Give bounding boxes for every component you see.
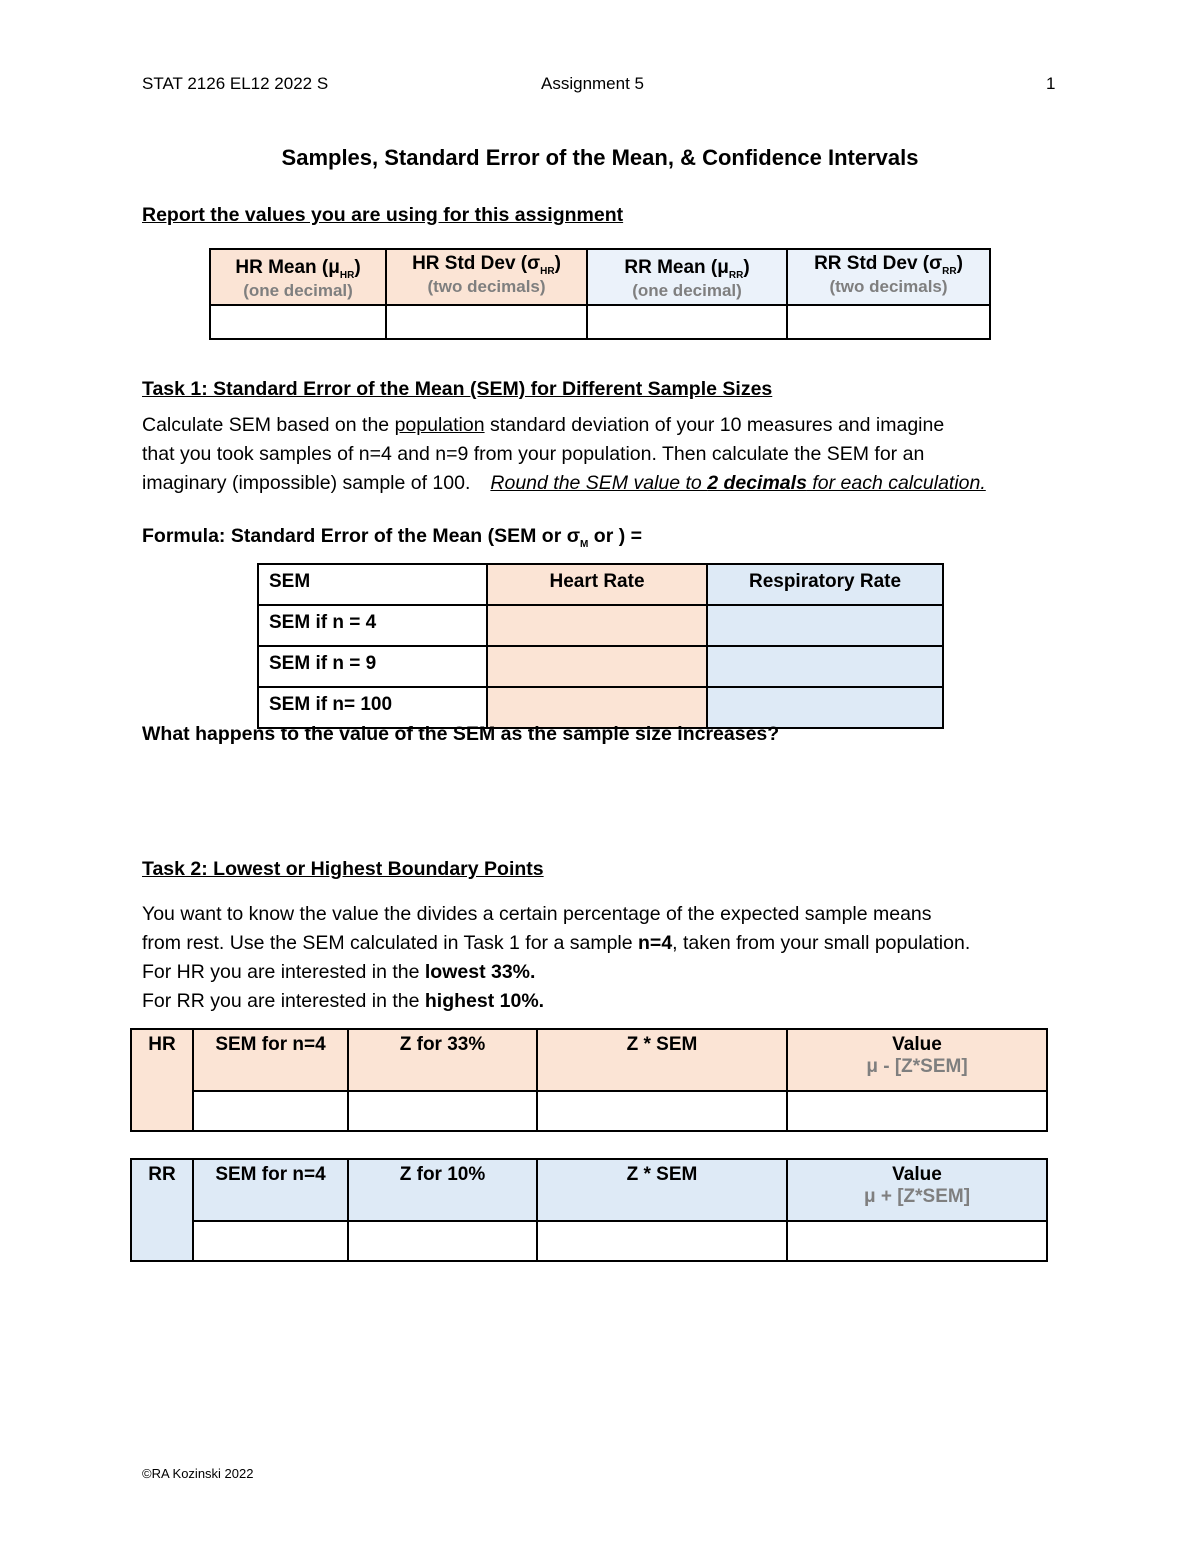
- text: Round the SEM value to: [490, 472, 708, 494]
- text: imaginary (impossible) sample of 100.: [142, 472, 471, 494]
- value-label: Value: [892, 1034, 942, 1055]
- task2-line2: [142, 929, 1142, 958]
- sem-row-label: SEM if n= 100: [258, 687, 487, 728]
- text: n=4: [638, 932, 673, 954]
- task1-line2: that you took samples of n=4 and n=9 from your population. Then calculate the SEM for an: [142, 443, 925, 465]
- col-sub: RR: [942, 265, 957, 277]
- col-close: ): [554, 253, 561, 274]
- col-close: ): [743, 257, 750, 278]
- hr-z-cell[interactable]: [348, 1091, 537, 1131]
- value-formula: μ - [Z*SEM]: [866, 1056, 968, 1077]
- task1-line3: [142, 469, 1142, 498]
- value-label: Value: [892, 1164, 942, 1185]
- report-col-rr-mean: [587, 249, 787, 305]
- report-col-rr-sd: [787, 249, 990, 305]
- task2-line3: [142, 958, 1142, 987]
- col-note: (one decimal): [632, 280, 742, 300]
- task2-heading: Task 2: Lowest or Highest Boundary Points: [142, 858, 544, 880]
- report-heading: Report the values you are using for this assignment: [142, 204, 624, 226]
- task1-formula: [142, 522, 642, 559]
- text: For RR you are interested in the: [142, 990, 425, 1012]
- input-hr-mean[interactable]: [210, 305, 386, 339]
- col-close: ): [354, 257, 361, 278]
- text: Formula: Standard Error of the Mean (SEM or σ: [142, 525, 581, 547]
- task2-paragraph: [142, 900, 1142, 1016]
- text: for each calculation.: [806, 472, 986, 494]
- sem-row-label: SEM if n = 9: [258, 646, 487, 687]
- col-label: HR Mean (μ: [235, 257, 340, 278]
- footer-copyright: ©RA Kozinski 2022: [142, 1466, 254, 1481]
- text: standard deviation of your 10 measures and imagine: [484, 414, 945, 436]
- population-word: population: [394, 414, 485, 436]
- col-sub: RR: [728, 269, 744, 281]
- hr-sem-n4-cell[interactable]: [487, 605, 707, 646]
- input-hr-sd[interactable]: [386, 305, 587, 339]
- col-label: RR Mean (μ: [624, 257, 729, 278]
- hr-sem-cell[interactable]: [193, 1091, 348, 1131]
- rr-z-header: Z for 10%: [348, 1159, 537, 1221]
- hr-value-header: [787, 1029, 1047, 1091]
- hr-sem-header: SEM for n=4: [193, 1029, 348, 1091]
- task1-heading: Task 1: Standard Error of the Mean (SEM) for Different Sample Sizes: [142, 378, 773, 400]
- rr-sem-cell[interactable]: [193, 1221, 348, 1261]
- hr-row-label: HR: [131, 1029, 193, 1131]
- hr-z-header: Z for 33%: [348, 1029, 537, 1091]
- input-rr-mean[interactable]: [587, 305, 787, 339]
- page-title: Samples, Standard Error of the Mean, & Confidence Intervals: [281, 145, 919, 170]
- text: or ) =: [588, 525, 643, 547]
- header-assignment: Assignment 5: [541, 74, 644, 93]
- rr-row-label: RR: [131, 1159, 193, 1261]
- header-course: STAT 2126 EL12 2022 S: [142, 74, 329, 93]
- respiratory-rate-header: Respiratory Rate: [707, 564, 943, 605]
- hr-zsem-header: Z * SEM: [537, 1029, 787, 1091]
- col-close: ): [956, 253, 963, 274]
- task1-paragraph: [142, 411, 1142, 498]
- sem-table: [257, 563, 944, 729]
- rr-z-cell[interactable]: [348, 1221, 537, 1261]
- rr-boundary-table: [130, 1158, 1048, 1262]
- col-sub: HR: [339, 269, 355, 281]
- text: For HR you are interested in the: [142, 961, 425, 983]
- hr-sem-n9-cell[interactable]: [487, 646, 707, 687]
- text: from rest. Use the SEM calculated in Task 1 for a sample: [142, 932, 639, 954]
- hr-value-cell[interactable]: [787, 1091, 1047, 1131]
- col-label: HR Std Dev (σ: [412, 253, 541, 274]
- input-rr-sd[interactable]: [787, 305, 990, 339]
- rr-zsem-cell[interactable]: [537, 1221, 787, 1261]
- task2-line4: [142, 987, 1142, 1016]
- hr-zsem-cell[interactable]: [537, 1091, 787, 1131]
- header-page-number: 1: [1046, 74, 1056, 93]
- rr-value-header: [787, 1159, 1047, 1221]
- task2-line1: You want to know the value the divides a certain percentage of the expected sample means: [142, 903, 932, 925]
- rr-sem-n9-cell[interactable]: [707, 646, 943, 687]
- rr-zsem-header: Z * SEM: [537, 1159, 787, 1221]
- value-formula: μ + [Z*SEM]: [863, 1186, 971, 1207]
- report-values-table: [209, 248, 991, 340]
- col-note: (one decimal): [243, 280, 353, 300]
- text: , taken from your small population.: [672, 932, 971, 954]
- rr-value-cell[interactable]: [787, 1221, 1047, 1261]
- col-sub: HR: [540, 265, 555, 277]
- text: lowest 33%.: [424, 961, 536, 983]
- sem-header: SEM: [258, 564, 487, 605]
- hr-boundary-table: [130, 1028, 1048, 1132]
- report-col-hr-sd: [386, 249, 587, 305]
- col-note: (two decimals): [829, 276, 948, 296]
- col-label: RR Std Dev (σ: [814, 253, 943, 274]
- heart-rate-header: Heart Rate: [487, 564, 707, 605]
- task1-question: What happens to the value of the SEM as the sample size increases?: [142, 723, 780, 745]
- text: Calculate SEM based on the: [142, 414, 395, 436]
- rr-sem-header: SEM for n=4: [193, 1159, 348, 1221]
- text: M: [580, 538, 589, 550]
- report-col-hr-mean: [210, 249, 386, 305]
- text: highest 10%.: [424, 990, 545, 1012]
- sem-row-label: SEM if n = 4: [258, 605, 487, 646]
- task1-line1: [142, 411, 1142, 440]
- rr-sem-n4-cell[interactable]: [707, 605, 943, 646]
- col-note: (two decimals): [427, 276, 546, 296]
- text: 2 decimals: [707, 472, 807, 494]
